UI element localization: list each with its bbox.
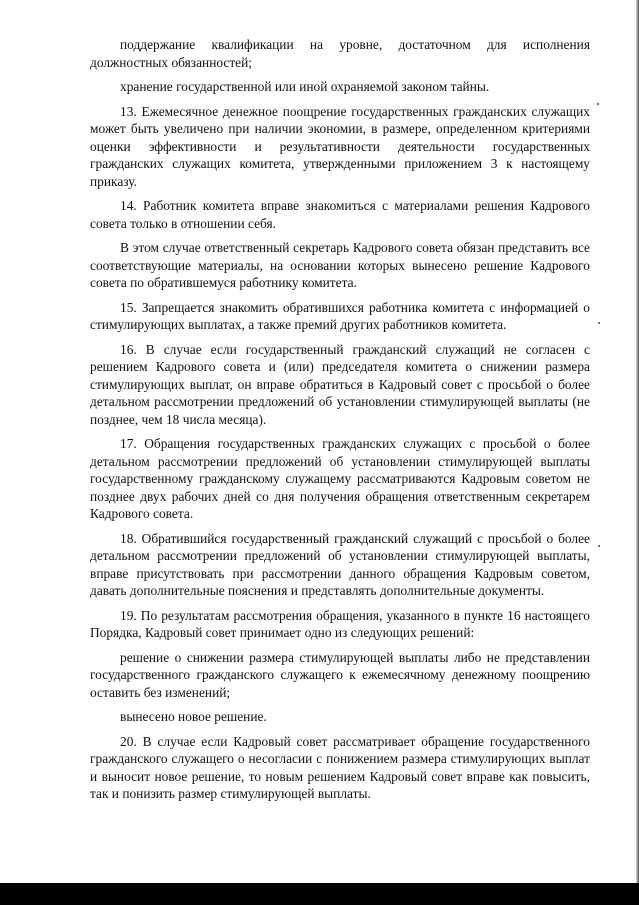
paragraph-19-option-1: решение о снижении размера стимулирующей выплаты либо не представлении государственного гражданского служащего к ежемесячному денежному поощрению оставить без изменений; [90,649,590,700]
document-body [90,36,590,810]
paragraph-secrecy: хранение государственной или иной охраняемой законом тайны. [120,79,490,94]
paragraph-18: 18. Обратившийся государственный гражданский служащий с просьбой о более детальном рассмотрении предложений об установлении стимулирующей выплаты, вправе присутствовать при рассмотрении данного обращения Кадровым советом, давать дополнительные пояснения и представлять дополнительные документы. [90,530,590,598]
scan-speck [598,322,600,324]
paragraph-19-option-2: вынесено новое решение. [120,709,267,724]
scan-speck [598,545,600,547]
paragraph-14-continued: В этом случае ответственный секретарь Кадрового совета обязан представить все соответствующие материалы, на основании которых вынесено решение Кадрового совета по обратившемуся работнику комитета. [90,240,590,290]
paragraph-15: 15. Запрещается знакомить обратившихся работника комитета с информацией о стимулирующих выплатах, а также премий других работников комитета. [90,299,590,332]
paragraph-19: 19. По результатам рассмотрения обращения, указанного в пункте 16 настоящего Порядка, Кадровый совет принимает одно из следующих решений: [90,607,590,640]
paragraph-qualification: поддержание квалификации на уровне, достаточном для исполнения должностных обязанностей; [90,37,590,70]
paragraph-16: 16. В случае если государственный гражданский служащий не согласен с решением Кадрового совета и (или) председателя комитета о снижении размера стимулирующих выплат, он вправе обратиться в Кадровый совет с просьбой о более детальном рассмотрении предложений об установлении стимулирующей выплаты (не позднее, чем 18 числа месяца). [90,341,590,427]
paragraph-14: 14. Работник комитета вправе знакомиться с материалами решения Кадрового совета только в отношении себя. [90,198,590,231]
scan-speck [597,103,599,105]
scan-bottom-border [0,883,639,905]
paragraph-13: 13. Ежемесячное денежное поощрение государственных гражданских служащих может быть увеличено при наличии экономии, в размере, определенном критериями оценки эффективности и результативности деятельности государственных гражданских служащих комитета, утвержденными приложением 3 к настоящему приказу. [90,103,590,189]
paragraph-20: 20. В случае если Кадровый совет рассматривает обращение государственного гражданского служащего о несогласии с понижением размера стимулирующих выплат и выносит новое решение, то новым решением Кадровый совет вправе как повысить, так и понизить размер стимулирующей выплаты. [90,733,590,801]
paragraph-17: 17. Обращения государственных гражданских служащих с просьбой о более детальном рассмотрении предложений об установлении стимулирующей выплаты государственному гражданскому служащему рассматриваются Кадровым советом не позднее двух рабочих дней со дня получения обращения ответственным секретарем Кадрового совета. [90,436,590,521]
